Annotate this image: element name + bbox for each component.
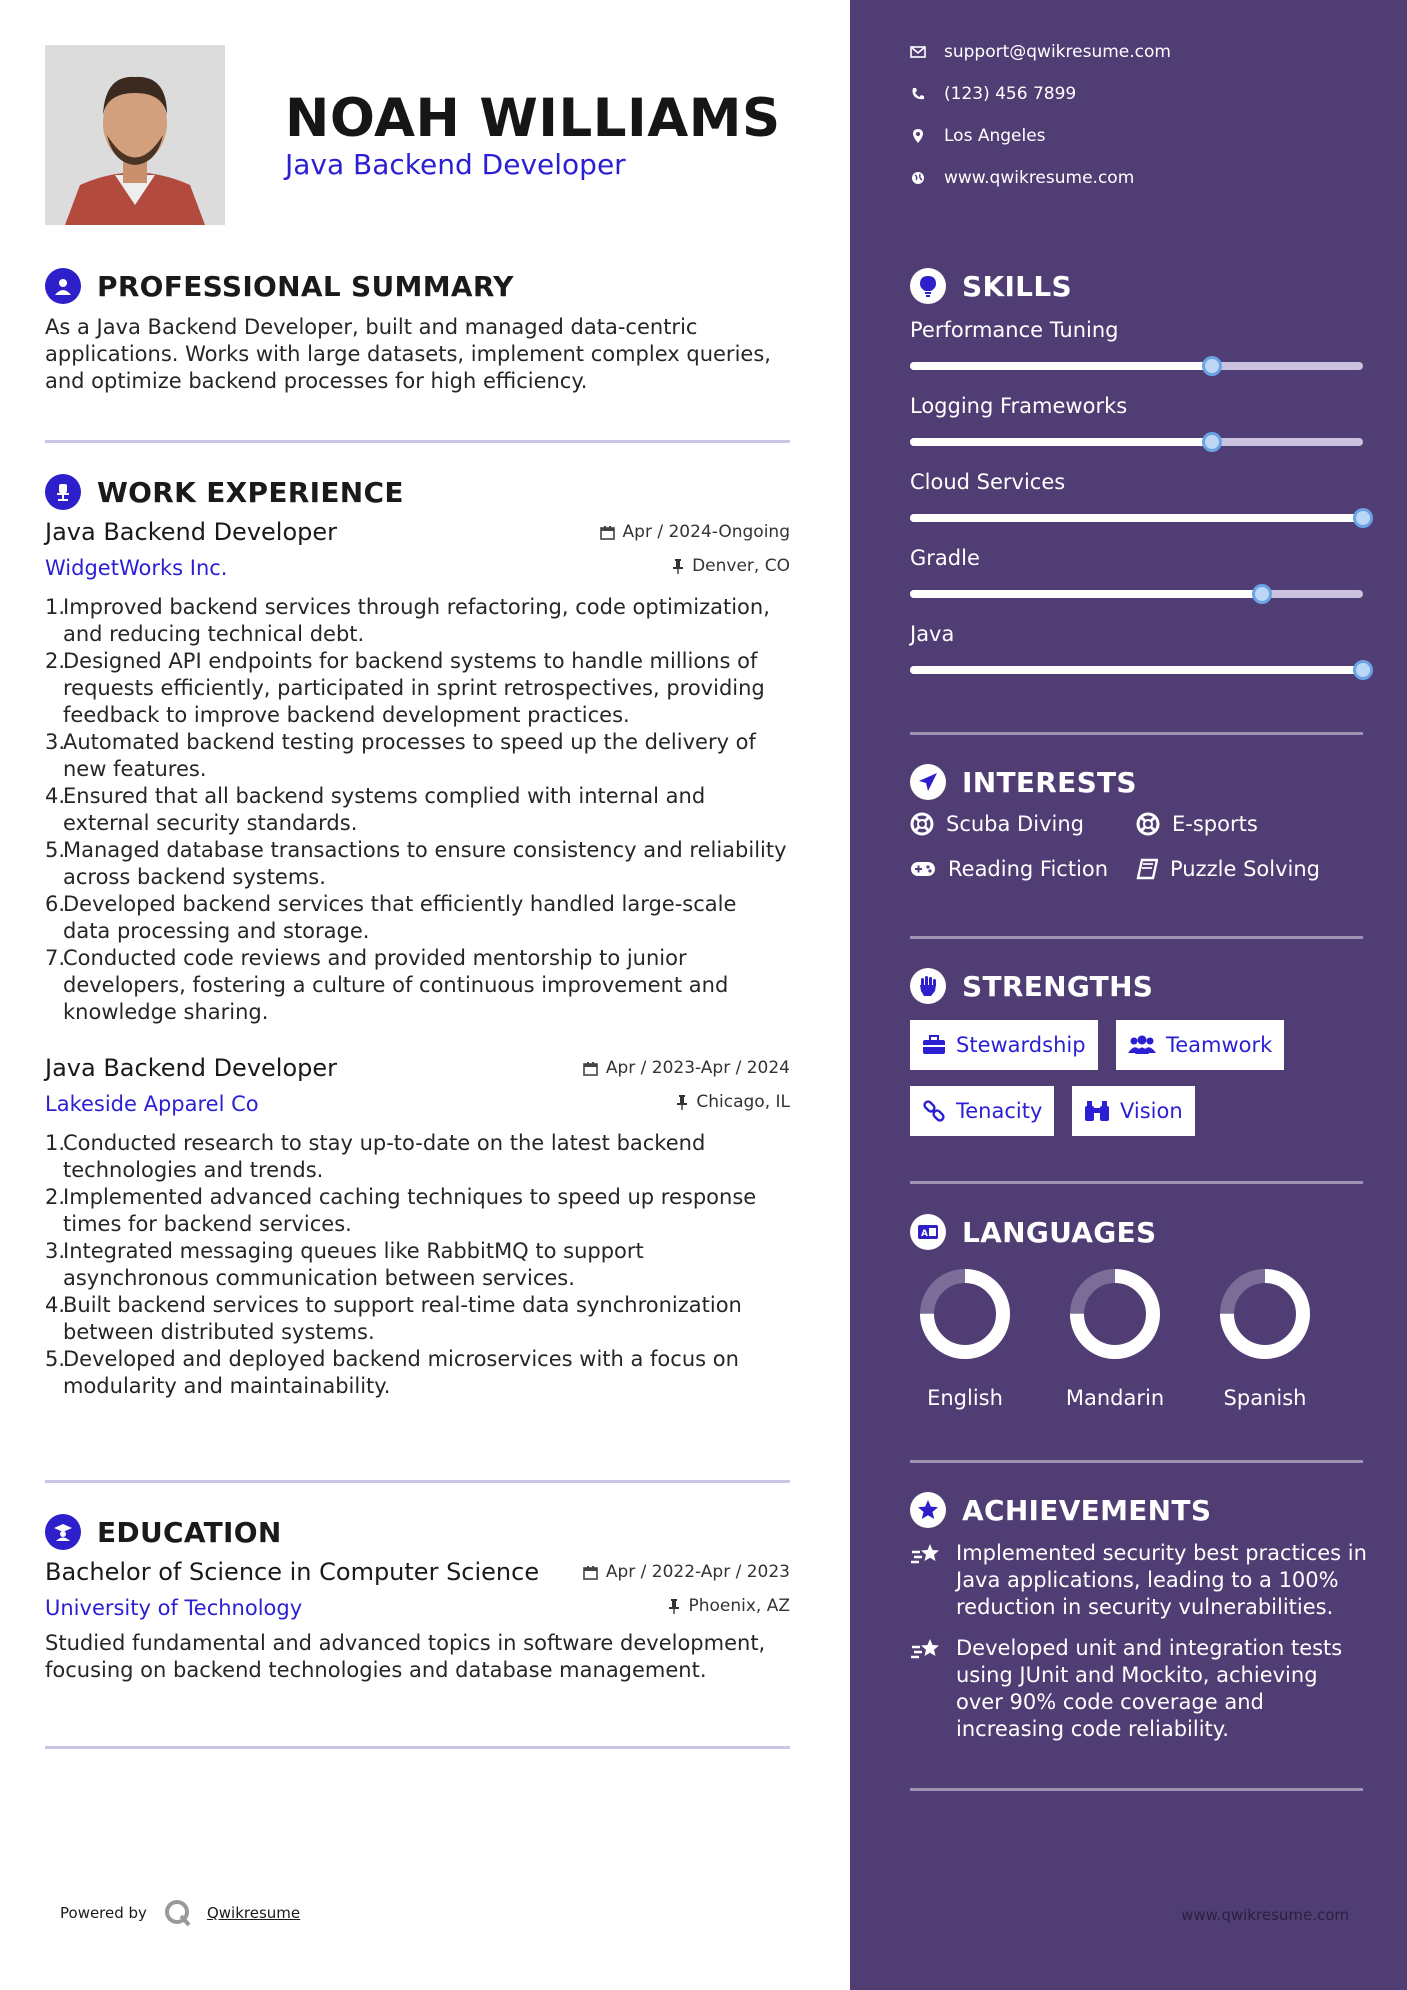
paper-plane-icon: [910, 764, 946, 800]
fist-icon: [910, 968, 946, 1004]
lifebuoy-icon: [1136, 812, 1160, 836]
list-item: 7. Conducted code reviews and provided mentorship to junior developers, fostering a culture of continuous improvement and knowledge sharing.: [45, 946, 729, 1024]
language-item: [1050, 1264, 1180, 1410]
contact-location: Los Angeles: [910, 126, 1046, 146]
language-item: [1200, 1264, 1330, 1410]
list-item: 5. Developed and deployed backend microservices with a focus on modularity and maintainability.: [45, 1347, 739, 1398]
skill-bar: [910, 362, 1363, 370]
skills-heading: SKILLS: [910, 266, 1072, 306]
envelope-icon: [910, 46, 926, 58]
sidebar: [850, 0, 1407, 1990]
shooting-star-icon: [910, 1635, 942, 1743]
list-item: 1. Conducted research to stay up-to-date on the latest backend technologies and trends.: [45, 1131, 706, 1182]
pin-icon: [676, 1095, 688, 1110]
pin-icon: [672, 559, 684, 574]
job-entry: [45, 1052, 790, 1400]
summary-section: [45, 266, 790, 395]
skill-handle: [1353, 508, 1373, 528]
contact-phone[interactable]: (123) 456 7899: [910, 84, 1076, 104]
footer-site[interactable]: www.qwikresume.com: [1181, 1906, 1349, 1924]
education-dates: Apr / 2022-Apr / 2023: [583, 1562, 790, 1582]
users-icon: [1128, 1035, 1156, 1055]
strength-tag: Vision: [1072, 1086, 1195, 1136]
skill-handle: [1202, 432, 1222, 452]
education-section: [45, 1512, 790, 1684]
experience-section: [45, 472, 790, 1400]
summary-title: PROFESSIONAL SUMMARY: [97, 269, 514, 303]
education-text: Studied fundamental and advanced topics in software development, focusing on backend technologies and database management.: [45, 1631, 766, 1682]
job-title: Java Backend Developer: [45, 1054, 338, 1082]
skill-item: Performance Tuning: [910, 318, 1363, 370]
education-location: Phoenix, AZ: [668, 1596, 790, 1616]
calendar-icon: [583, 1061, 598, 1076]
job-location: Chicago, IL: [676, 1092, 790, 1112]
language-ring: [915, 1264, 1015, 1364]
star-badge-icon: [910, 1492, 946, 1528]
interest-item: Puzzle Solving: [1136, 857, 1320, 881]
contact-website[interactable]: www.qwikresume.com: [910, 168, 1134, 188]
skill-item: Logging Frameworks: [910, 394, 1363, 446]
list-item: 6. Developed backend services that efficiently handled large-scale data processing and storage.: [45, 892, 737, 943]
education-entry: [45, 1556, 790, 1684]
skill-bar: [910, 514, 1363, 522]
qwikresume-link[interactable]: Qwikresume: [206, 1904, 301, 1922]
candidate-role: Java Backend Developer: [285, 148, 626, 181]
list-item: 2. Designed API endpoints for backend systems to handle millions of requests efficiently, participated in sprint retrospectives, providing feedback to improve backend development practices.: [45, 649, 765, 727]
strengths-heading: STRENGTHS: [910, 966, 1153, 1006]
job-entry: [45, 516, 790, 1026]
school: University of Technology: [45, 1596, 303, 1620]
link-icon: [922, 1099, 946, 1123]
divider: [910, 1181, 1363, 1184]
lightbulb-icon: [910, 268, 946, 304]
language-name: Mandarin: [1065, 1386, 1165, 1410]
book-icon: [1136, 858, 1158, 880]
contact-email[interactable]: support@qwikresume.com: [910, 42, 1171, 62]
degree: Bachelor of Science in Computer Science: [45, 1558, 540, 1586]
job-company: WidgetWorks Inc.: [45, 556, 228, 580]
list-item: 3. Integrated messaging queues like RabbitMQ to support asynchronous communication between services.: [45, 1239, 644, 1290]
languages-heading: A LANGUAGES: [910, 1212, 1156, 1252]
job-title: Java Backend Developer: [45, 518, 338, 546]
strength-tag: Tenacity: [910, 1086, 1054, 1136]
interest-item: E-sports: [1136, 812, 1258, 836]
skill-bar: [910, 666, 1363, 674]
list-item: 1. Improved backend services through refactoring, code optimization, and reducing technical debt.: [45, 595, 770, 646]
globe-icon: [910, 171, 926, 185]
skill-item: Cloud Services: [910, 470, 1363, 522]
list-item: 4. Built backend services to support real-time data synchronization between distributed systems.: [45, 1293, 742, 1344]
pin-icon: [668, 1599, 680, 1614]
achievement-item: Implemented security best practices in Java applications, leading to a 100% reduction in security vulnerabilities.: [910, 1540, 1370, 1621]
list-item: 4. Ensured that all backend systems complied with internal and external security standards.: [45, 784, 706, 835]
language-ring: [1065, 1264, 1165, 1364]
binoculars-icon: [1084, 1100, 1110, 1122]
skill-bar: [910, 438, 1363, 446]
achievements-heading: ACHIEVEMENTS: [910, 1490, 1211, 1530]
list-item: 2. Implemented advanced caching techniques to speed up response times for backend services.: [45, 1185, 757, 1236]
phone-icon: [910, 87, 926, 101]
divider: [45, 440, 790, 443]
map-pin-icon: [910, 129, 926, 143]
svg-text:A: A: [921, 1229, 928, 1239]
interests-heading: INTERESTS: [910, 762, 1137, 802]
experience-title: WORK EXPERIENCE: [97, 475, 404, 509]
language-name: Spanish: [1223, 1386, 1307, 1410]
language-icon: [910, 1214, 946, 1250]
profile-photo: [45, 45, 225, 225]
powered-by: Powered by Qwikresume: [60, 1898, 300, 1928]
job-bullets: [45, 1130, 790, 1400]
lifebuoy-icon: [910, 812, 934, 836]
divider: [45, 1480, 790, 1483]
skill-handle: [1202, 356, 1222, 376]
divider: [910, 1788, 1363, 1791]
chair-icon: [45, 474, 81, 510]
candidate-name: NOAH WILLIAMS: [285, 88, 781, 149]
shooting-star-icon: [910, 1540, 942, 1621]
skill-bar: [910, 590, 1363, 598]
achievement-item: Developed unit and integration tests using JUnit and Mockito, achieving over 90% code coverage and increasing code reliability.: [910, 1635, 1370, 1743]
calendar-icon: [600, 525, 615, 540]
list-item: 3. Automated backend testing processes to speed up the delivery of new features.: [45, 730, 756, 781]
divider: [910, 732, 1363, 735]
interest-item: Reading Fiction: [910, 857, 1108, 881]
skill-handle: [1252, 584, 1272, 604]
education-title: EDUCATION: [97, 1515, 282, 1549]
strength-tag: Stewardship: [910, 1020, 1098, 1070]
summary-text: As a Java Backend Developer, built and managed data-centric applications. Works with large datasets, implement complex queries, and optimize backend processes for high efficiency.: [45, 315, 771, 393]
language-item: [900, 1264, 1030, 1410]
divider: [910, 1460, 1363, 1463]
calendar-icon: [583, 1565, 598, 1580]
job-dates: Apr / 2024-Ongoing: [600, 522, 790, 542]
briefcase-icon: [922, 1035, 946, 1055]
gamepad-icon: [910, 860, 936, 878]
language-ring: [1215, 1264, 1315, 1364]
language-name: English: [927, 1386, 1003, 1410]
interest-item: Scuba Diving: [910, 812, 1084, 836]
user-icon: [45, 268, 81, 304]
divider: [45, 1746, 790, 1749]
job-location: Denver, CO: [672, 556, 790, 576]
strength-tag: Teamwork: [1116, 1020, 1284, 1070]
job-bullets: [45, 594, 790, 1026]
skill-handle: [1353, 660, 1373, 680]
job-dates: Apr / 2023-Apr / 2024: [583, 1058, 790, 1078]
qwikresume-logo-icon: [163, 1898, 193, 1928]
skill-item: Java: [910, 622, 1363, 674]
job-company: Lakeside Apparel Co: [45, 1092, 259, 1116]
list-item: 5. Managed database transactions to ensure consistency and reliability across backend systems.: [45, 838, 787, 889]
graduate-icon: [45, 1514, 81, 1550]
divider: [910, 936, 1363, 939]
skill-item: Gradle: [910, 546, 1363, 598]
